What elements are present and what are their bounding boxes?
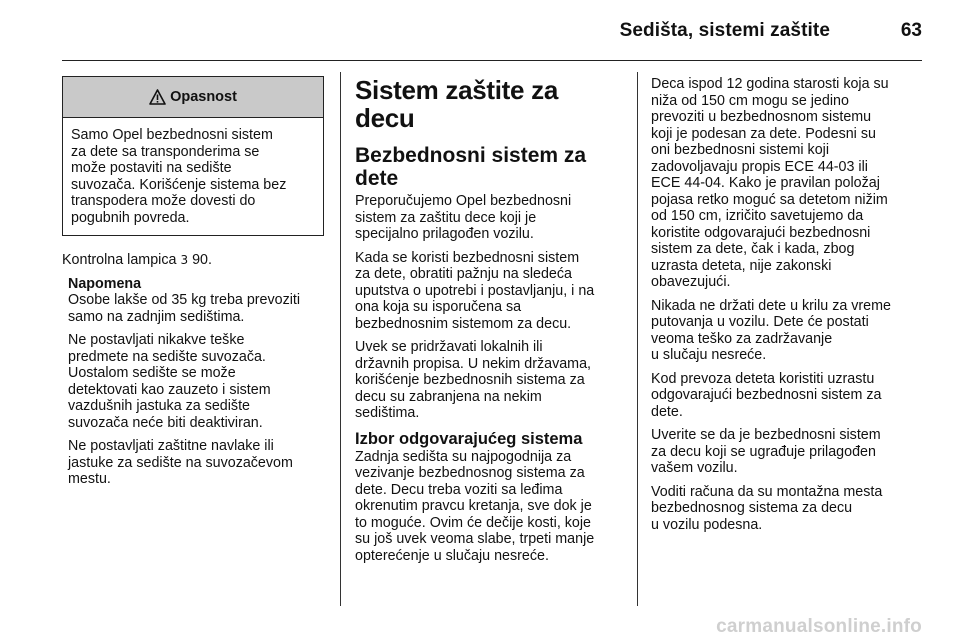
- text-line: Ne postavljati zaštitne navlake ili: [68, 438, 274, 454]
- text-line: sistem za zaštitu dece koji je: [355, 209, 537, 226]
- body-paragraph: [355, 339, 623, 422]
- text-line: Voditi računa da su montažna mesta: [651, 483, 883, 500]
- warning-line: pogubnih povreda.: [71, 209, 190, 226]
- column-middle: [355, 76, 623, 571]
- note-section: [62, 276, 324, 488]
- text-line: sistem za dete, čak i kada, zbog: [651, 241, 855, 257]
- text-line: Deca ispod 12 godina starosti koja su: [651, 76, 889, 92]
- warning-line: za dete sa transponderima se: [71, 143, 260, 160]
- watermark: carmanualsonline.info: [716, 616, 922, 637]
- text-line: bezbednosnim sistemom za decu.: [355, 315, 572, 332]
- text-line: niža od 150 cm mogu se jedino: [651, 92, 849, 109]
- text-line: vazdušnih jastuka za sedište: [68, 398, 250, 414]
- note-heading: Napomena: [68, 275, 142, 292]
- text-line: dete.: [651, 403, 683, 420]
- warning-box: [62, 76, 324, 236]
- text-line: Kada se koristi bezbednosni sistem: [355, 249, 580, 266]
- text-line: jastuke za sedište na suvozačevom: [68, 454, 293, 471]
- text-line: uputstva o upotrebi i postavljanju, i na: [355, 282, 595, 299]
- text-line: vašem vozilu.: [651, 460, 738, 476]
- note-paragraph: [68, 292, 324, 325]
- text-line: specijalno prilagođen vozilu.: [355, 226, 534, 242]
- body-paragraph: [355, 449, 623, 565]
- text-line: pojasa retko moguć sa detetom nižim: [651, 191, 888, 208]
- note-paragraph: [68, 332, 324, 431]
- text-line: u slučaju nesreće.: [651, 347, 767, 363]
- subsection-heading-small: Izbor odgovarajućeg sistema: [355, 429, 583, 448]
- page-header-title: Sedišta, sistemi zaštite: [619, 20, 830, 41]
- text-line: detektovati kao zauzeto i sistem: [68, 381, 271, 398]
- text-line: od 150 cm, izričito savetujemo da: [651, 208, 864, 224]
- text-line: su još uvek veoma slabe, trpeti manje: [355, 531, 595, 547]
- text-line: zadovoljavaju propis ECE 44-03 ili: [651, 158, 868, 175]
- text-line: Kod prevoza deteta koristiti uzrastu: [651, 370, 875, 387]
- warning-line: suvozača. Korišćenje sistema bez: [71, 176, 287, 193]
- text-line: sedištima.: [355, 405, 420, 421]
- text-line: Uvek se pridržavati lokalnih ili: [355, 339, 543, 355]
- body-paragraph: [651, 298, 926, 364]
- heading-line: dete: [355, 167, 399, 190]
- text-line: vezivanje bezbednosnog sistema za: [355, 465, 585, 481]
- text-line: koristite odgovarajući bezbednosni: [651, 224, 871, 241]
- warning-triangle-icon: [149, 89, 166, 105]
- text-line: u vozilu podesna.: [651, 516, 763, 533]
- text-line: ona koja su isporučena sa: [355, 299, 522, 315]
- heading-line: Bezbednosni sistem za: [355, 144, 587, 167]
- column-divider-2: [637, 72, 638, 606]
- text-line: za dete, obratiti pažnju na sledeća: [355, 266, 572, 282]
- text-line: odgovarajući bezbednosni sistem za: [651, 387, 882, 403]
- text-line: opterećenje u slučaju nesreće.: [355, 547, 549, 564]
- subsection-heading: [355, 144, 623, 190]
- warning-line: može postaviti na sedište: [71, 160, 232, 176]
- warning-line: Samo Opel bezbednosni sistem: [71, 127, 273, 143]
- text-line: ECE 44-04. Kako je pravilan položaj: [651, 175, 880, 191]
- text-line: Nikada ne držati dete u krilu za vreme: [651, 297, 891, 314]
- text-line: za decu koji se ugrađuje prilagođen: [651, 443, 876, 460]
- text-line: prevoziti u bezbednosnom sistemu: [651, 109, 872, 125]
- warning-body: [63, 118, 323, 235]
- column-divider-1: [340, 72, 341, 606]
- control-lamp-reference: [62, 252, 324, 269]
- text-line: Preporučujemo Opel bezbednosni: [355, 193, 572, 209]
- page-reference-icon: 3: [180, 253, 189, 267]
- text-line: Uostalom sedište se može: [68, 365, 236, 381]
- column-left: [62, 76, 324, 495]
- body-paragraph: [651, 76, 926, 291]
- text-line: Zadnja sedišta su najpogodnija za: [355, 448, 572, 465]
- text-line: Ne postavljati nikakve teške: [68, 332, 245, 348]
- note-paragraph: [68, 438, 324, 488]
- text-line: suvozača neće biti deaktiviran.: [68, 414, 263, 431]
- text-line: decu su zabranjena na nekim: [355, 388, 542, 405]
- text-line: bezbednosnog sistema za decu: [651, 500, 853, 516]
- text-line: mestu.: [68, 471, 111, 487]
- text-line: to moguće. Ovim će dečije kosti, koje: [355, 514, 591, 531]
- text-line: koji je podesan za dete. Podesni su: [651, 125, 876, 142]
- text-line: uzrasta deteta, nije zakonski: [651, 257, 832, 274]
- text-line: putovanja u vozilu. Dete će postati: [651, 314, 869, 330]
- column-right: [651, 76, 926, 540]
- page-number: 63: [900, 20, 922, 41]
- text-line: obavezujući.: [651, 274, 731, 290]
- text-line: veoma teško za zadržavanje: [651, 330, 833, 347]
- text-line: Uverite se da je bezbednosni sistem: [651, 427, 881, 443]
- text-line: Osobe lakše od 35 kg treba prevoziti: [68, 292, 301, 308]
- body-paragraph: [651, 484, 926, 534]
- text-line: državnih propisa. U nekim državama,: [355, 355, 591, 372]
- warning-header: [63, 77, 323, 118]
- header-divider: [62, 60, 922, 61]
- text-line: oni bezbednosni sistemi koji: [651, 142, 830, 158]
- control-lamp-page-link[interactable]: 90.: [192, 252, 212, 268]
- body-paragraph: [651, 427, 926, 477]
- text-line: korišćenje bezbednosnih sistema za: [355, 372, 585, 388]
- body-paragraph: [355, 250, 623, 333]
- section-heading: Sistem zaštite za decu: [355, 75, 558, 133]
- text-line: okrenutim pravcu kretanja, sve dok je: [355, 498, 592, 514]
- body-paragraph: [651, 371, 926, 421]
- text-line: samo na zadnjim sedištima.: [68, 308, 245, 325]
- text-line: dete. Decu treba voziti sa leđima: [355, 481, 563, 498]
- text-line: predmete na sedište suvozača.: [68, 348, 266, 365]
- warning-title: Opasnost: [170, 88, 237, 105]
- warning-line: transpodera može dovesti do: [71, 193, 256, 209]
- control-lamp-text: Kontrolna lampica: [62, 252, 177, 268]
- body-paragraph: [355, 193, 623, 243]
